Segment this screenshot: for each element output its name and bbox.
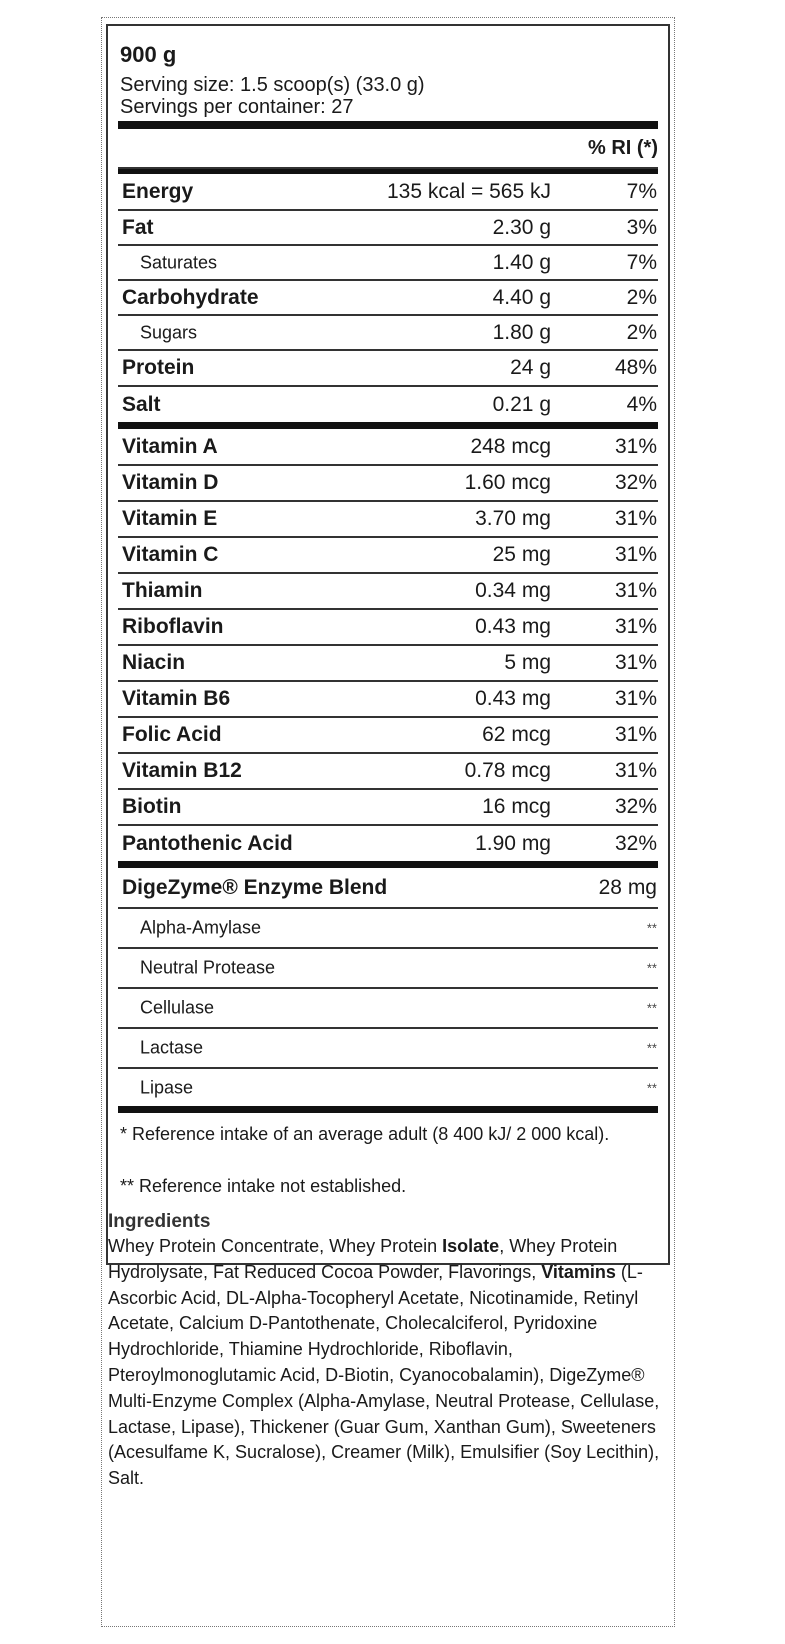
enzyme-ri: **	[646, 1080, 657, 1096]
nutrient-ri: 7%	[626, 180, 657, 203]
vitamin-amount: 1.90 mg	[475, 832, 551, 855]
table-row	[118, 1069, 658, 1107]
nutrient-ri: 7%	[626, 250, 657, 274]
nutrient-amount: 1.40 g	[492, 250, 551, 274]
vitamin-name: Vitamin B12	[122, 759, 242, 782]
footnote-not-established: ** Reference intake not established.	[120, 1176, 407, 1196]
table-row	[118, 646, 658, 682]
enzyme-name: Cellulase	[140, 997, 215, 1018]
table-row	[118, 754, 658, 790]
vitamin-amount: 0.78 mcg	[464, 759, 551, 782]
ri-header: % RI (*)	[588, 137, 658, 159]
nutrient-amount: 1.80 g	[492, 320, 551, 344]
vitamin-amount: 1.60 mcg	[464, 471, 551, 494]
divider-thick	[118, 1106, 658, 1113]
serving-size: Serving size: 1.5 scoop(s) (33.0 g)	[120, 74, 425, 96]
table-row	[118, 682, 658, 718]
vitamin-amount: 62 mcg	[482, 723, 551, 746]
table-row	[118, 387, 658, 423]
enzyme-name: Alpha-Amylase	[140, 917, 262, 938]
vitamin-amount: 0.34 mg	[475, 579, 551, 602]
table-row	[118, 989, 658, 1029]
table-row	[118, 175, 658, 211]
table-row	[118, 826, 658, 862]
table-row	[118, 1029, 658, 1069]
enzyme-name: Lipase	[140, 1077, 194, 1098]
nutrient-name: Salt	[122, 393, 161, 416]
vitamin-amount: 16 mcg	[482, 795, 551, 818]
ingredients-text	[108, 1234, 668, 1492]
vitamin-amount: 25 mg	[492, 543, 551, 566]
ingredients-bold: Vitamins	[541, 1261, 616, 1282]
vitamin-name: Vitamin A	[122, 435, 218, 458]
table-row	[118, 211, 658, 246]
table-row	[118, 574, 658, 610]
table-row	[118, 316, 658, 351]
blend-amount: 28 mg	[598, 876, 657, 899]
enzyme-name: Neutral Protease	[140, 957, 276, 978]
nutrient-name: Energy	[122, 180, 194, 203]
nutrient-ri: 4%	[626, 393, 657, 416]
nutrient-name: Carbohydrate	[122, 285, 259, 309]
nutrient-amount: 0.21 g	[492, 393, 551, 416]
nutrition-panel	[101, 17, 675, 1627]
nutrient-ri: 2%	[626, 320, 657, 344]
divider-thick	[118, 861, 658, 868]
nutrient-ri: 3%	[626, 215, 657, 239]
vitamin-name: Thiamin	[122, 579, 203, 602]
table-row	[118, 502, 658, 538]
vitamin-amount: 0.43 mg	[475, 615, 551, 638]
ingredients-part: , Whey Protein Hydrolysate, Fat Reduced Cocoa Powder, Flavorings,	[108, 1236, 618, 1282]
table-row	[118, 538, 658, 574]
vitamin-ri: 31%	[614, 723, 657, 746]
vitamin-name: Vitamin D	[122, 471, 219, 494]
table-row	[118, 246, 658, 281]
nutrient-amount: 135 kcal = 565 kJ	[386, 180, 551, 203]
vitamin-ri: 32%	[614, 471, 657, 494]
vitamin-ri: 31%	[614, 543, 657, 566]
ingredients-part: Whey Protein Concentrate, Whey Protein	[108, 1236, 443, 1256]
enzyme-name: Lactase	[140, 1037, 204, 1058]
vitamin-name: Vitamin B6	[122, 687, 231, 710]
vitamin-amount: 5 mg	[504, 651, 551, 674]
vitamin-ri: 31%	[614, 579, 657, 602]
table-row	[118, 909, 658, 949]
vitamin-ri: 32%	[614, 795, 657, 818]
nutrient-name: Fat	[122, 215, 154, 239]
vitamin-ri: 31%	[614, 651, 657, 674]
nutrient-amount: 2.30 g	[492, 215, 551, 239]
table-row	[118, 466, 658, 502]
vitamin-ri: 31%	[614, 507, 657, 530]
table-row	[118, 430, 658, 466]
vitamin-name: Vitamin C	[122, 543, 219, 566]
ingredients-bold: Isolate	[442, 1236, 500, 1256]
divider-thick	[118, 422, 658, 429]
vitamin-ri: 31%	[614, 615, 657, 638]
nutrient-name: Sugars	[140, 322, 198, 342]
table-row	[118, 949, 658, 989]
vitamin-name: Riboflavin	[122, 615, 224, 638]
vitamin-name: Biotin	[122, 795, 182, 818]
divider-thick	[118, 169, 658, 174]
enzyme-ri: **	[646, 1000, 657, 1016]
ingredients-part: (L-Ascorbic Acid, DL-Alpha-Tocopheryl Acetate, Nicotinamide, Retinyl Acetate, Calcium D-Pantothenate, Cholecalciferol, Pyridoxine Hydrochloride, Thiamine Hydrochloride, Riboflavin, Pteroylmonoglutamic Acid, D-Biotin, Cyanocobalamin), DigeZyme® Multi-Enzyme Complex (Alpha-Amylase, Neutral Protease, Cellulase, Lactase, Lipase), Thickener (Guar Gum, Xanthan Gum), Sweeteners (Acesulfame K, Sucralose), Creamer (Milk), Emulsifier (Soy Lecithin), Salt.	[108, 1261, 660, 1489]
vitamin-ri: 31%	[614, 435, 657, 458]
vitamin-ri: 31%	[614, 687, 657, 710]
enzyme-ri: **	[646, 1040, 657, 1056]
vitamin-amount: 0.43 mg	[475, 687, 551, 710]
nutrient-name: Saturates	[140, 252, 218, 272]
nutrient-amount: 4.40 g	[492, 285, 551, 309]
blend-name: DigeZyme® Enzyme Blend	[122, 876, 388, 899]
nutrition-facts-label	[106, 24, 670, 1265]
enzyme-ri: **	[646, 960, 657, 976]
nutrient-name: Protein	[122, 356, 195, 379]
ri-header-row	[118, 131, 658, 169]
vitamin-amount: 3.70 mg	[475, 507, 551, 530]
enzyme-ri: **	[646, 920, 657, 936]
table-row	[118, 281, 658, 316]
vitamin-ri: 31%	[614, 759, 657, 782]
servings-per-container: Servings per container: 27	[120, 96, 354, 118]
table-row	[118, 351, 658, 387]
nutrient-amount: 24 g	[510, 356, 551, 379]
divider-thick	[118, 121, 658, 129]
vitamin-name: Niacin	[122, 651, 186, 674]
table-row	[118, 610, 658, 646]
nutrient-ri: 2%	[626, 285, 657, 309]
table-row	[118, 869, 658, 909]
vitamin-name: Folic Acid	[122, 723, 222, 746]
ingredients-title: Ingredients	[108, 1211, 211, 1232]
nutrient-ri: 48%	[614, 356, 657, 379]
package-size: 900 g	[120, 42, 177, 67]
vitamin-name: Vitamin E	[122, 507, 218, 530]
vitamin-name: Pantothenic Acid	[122, 832, 293, 855]
footnote-ref-intake: * Reference intake of an average adult (8 400 kJ/ 2 000 kcal).	[120, 1124, 610, 1144]
table-row	[118, 718, 658, 754]
vitamin-amount: 248 mcg	[470, 435, 551, 458]
table-row	[118, 790, 658, 826]
vitamin-ri: 32%	[614, 832, 657, 855]
